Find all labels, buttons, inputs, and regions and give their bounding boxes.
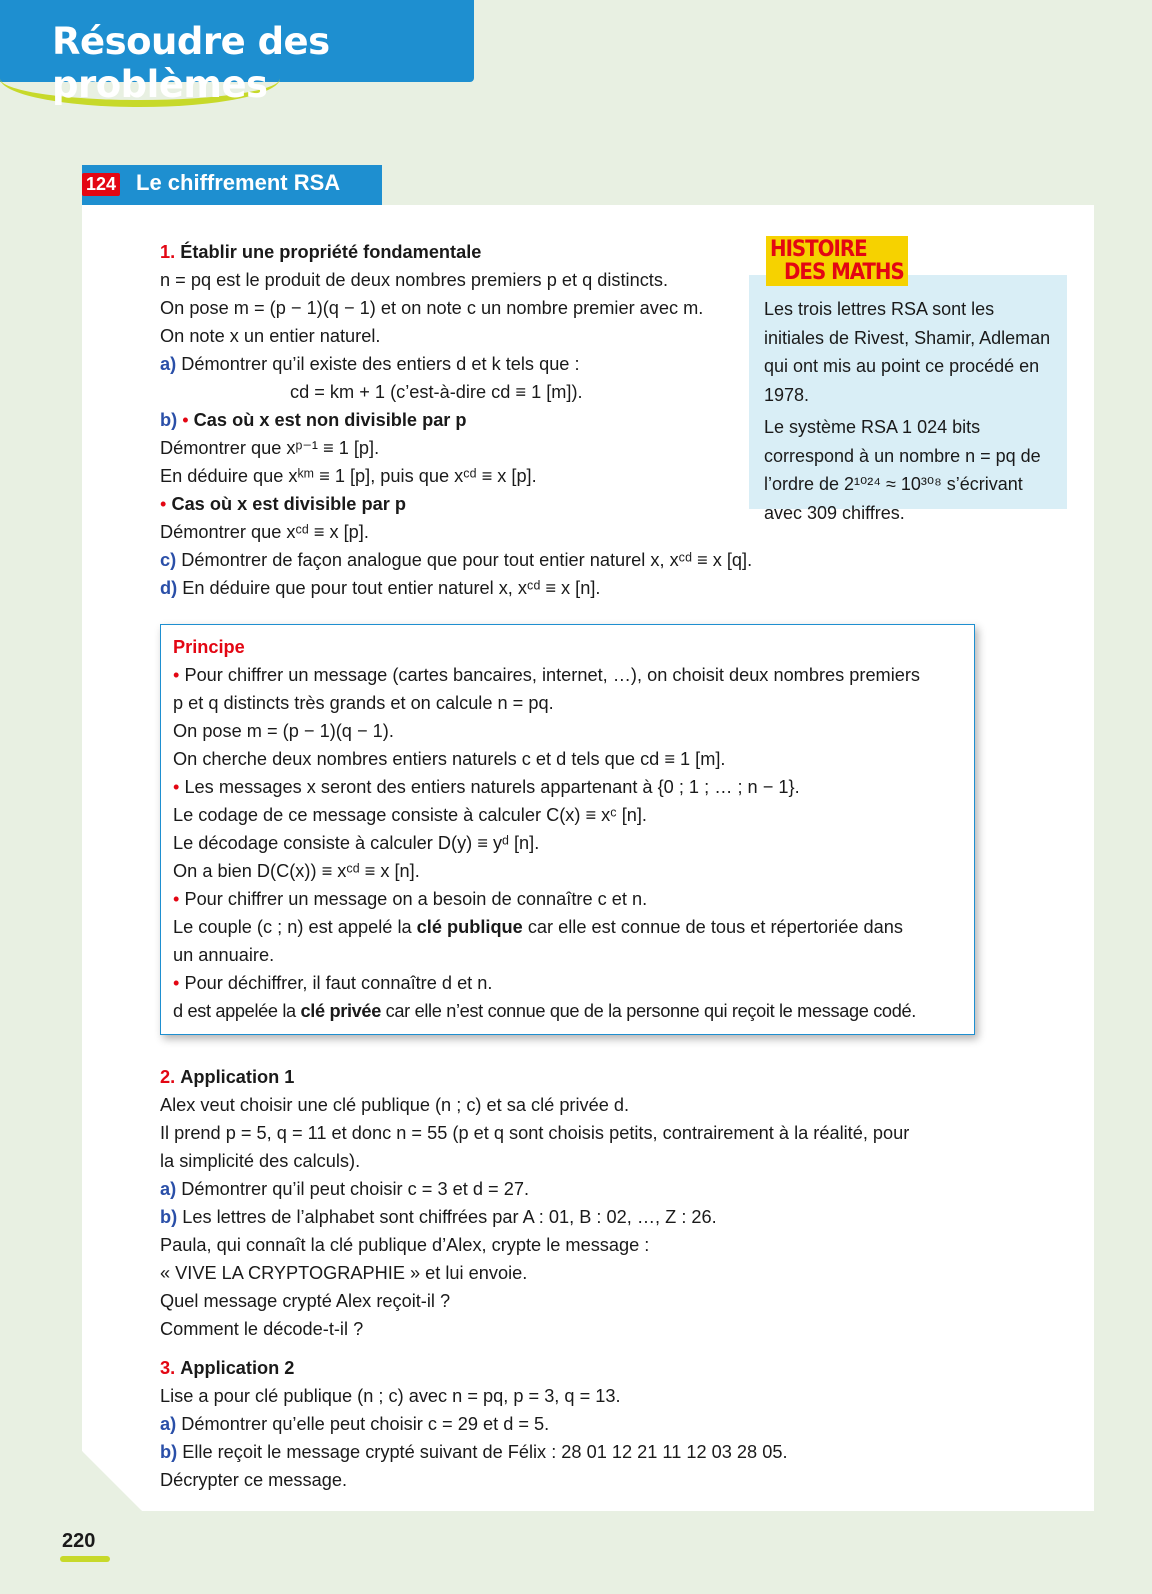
private-key-term: clé privée xyxy=(300,1001,381,1021)
question-text: Démontrer qu’elle peut choisir c = 29 et d = 5. xyxy=(181,1414,550,1434)
part-1-line: Démontrer que xᶜᵈ ≡ x [p]. xyxy=(160,522,369,542)
part-2-title: Application 1 xyxy=(180,1067,295,1087)
equation: cd = km + 1 (c’est-à-dire cd ≡ 1 [m]). xyxy=(290,382,583,402)
page-number-underline xyxy=(60,1556,110,1562)
principe-text: car elle est connue de tous et répertoriée dans xyxy=(522,917,903,937)
histoire-tag xyxy=(766,236,908,286)
part-3-line: Lise a pour clé publique (n ; c) avec n = pq, p = 3, q = 13. xyxy=(160,1386,621,1406)
principe-line: Pour chiffrer un message (cartes bancaires, internet, …), on choisit deux nombres premiers xyxy=(184,665,921,685)
part-2-line: Comment le décode-t-il ? xyxy=(160,1319,364,1339)
question-label: a) xyxy=(160,354,177,374)
parts-2-3 xyxy=(160,1063,1090,1494)
part-2-line: Paula, qui connaît la clé publique d’Alex, crypte le message : xyxy=(160,1235,650,1255)
principe-heading: Principe xyxy=(173,637,245,657)
principe-line: Pour déchiffrer, il faut connaître d et n. xyxy=(184,973,493,993)
exercise-header xyxy=(82,165,382,205)
principe-text: d est appelée la xyxy=(173,1001,301,1021)
question-text: Les lettres de l’alphabet sont chiffrées par A : 01, B : 02, …, Z : 26. xyxy=(182,1207,717,1227)
principe-text: Le couple (c ; n) est appelé la xyxy=(173,917,417,937)
part-1-line: En déduire que xᵏᵐ ≡ 1 [p], puis que xᶜᵈ ≡ x [p]. xyxy=(160,466,537,486)
page-number: 220 xyxy=(62,1530,96,1552)
histoire-box xyxy=(749,275,1067,523)
histoire-tag-line: DES MATHS xyxy=(784,260,904,285)
principe-line: p et q distincts très grands et on calcule n = pq. xyxy=(173,693,554,713)
question-text: Démontrer qu’il existe des entiers d et k tels que : xyxy=(181,354,580,374)
principe-line: Pour chiffrer un message on a besoin de connaître c et n. xyxy=(184,889,648,909)
principe-line: On pose m = (p − 1)(q − 1). xyxy=(173,721,394,741)
public-key-term: clé publique xyxy=(416,917,523,937)
part-2-line: « VIVE LA CRYPTOGRAPHIE » et lui envoie. xyxy=(160,1263,528,1283)
part-3-line: Décrypter ce message. xyxy=(160,1470,347,1490)
principe-line: un annuaire. xyxy=(173,945,275,965)
part-3-number: 3. xyxy=(160,1358,176,1378)
chapter-banner xyxy=(0,0,474,106)
principe-line: Le décodage consiste à calculer D(y) ≡ yᵈ [n]. xyxy=(173,833,540,853)
part-2-line: Alex veut choisir une clé publique (n ; c) et sa clé privée d. xyxy=(160,1095,630,1115)
question-label: b) xyxy=(160,1207,178,1227)
principe-text: car elle n’est connue que de la personne qui reçoit le message codé. xyxy=(380,1001,916,1021)
part-2-number: 2. xyxy=(160,1067,176,1087)
question-label: a) xyxy=(160,1179,177,1199)
question-label: a) xyxy=(160,1414,177,1434)
principe-box: Principe • Pour chiffrer un message (cartes bancaires, internet, …), on choisit deux nombres premiers p et q distincts très grands et on calcule n = pq. On pose m = (p − 1)(q − 1). On cherche deux nombres entiers naturels c et d tels que cd ≡ 1 [m]. • Les messages x seront des entiers naturels appartenant à {0 ; 1 ; … ; n − 1}. Le codage de ce message consiste à calculer C(x) ≡ xᶜ [n]. Le décodage consiste à calculer D(y) ≡ yᵈ [n]. On a bien D(C(x)) ≡ xᶜᵈ ≡ x [n]. • Pour chiffrer un message on a besoin de connaître c et n. Le couple (c ; n) est appelé la clé publique car elle est connue de tous et répertoriée dans un annuaire. • Pour déchiffrer, il faut connaître d et n. d est appelée la clé privée car elle n’est connue que de la personne qui reçoit le message codé. xyxy=(160,624,975,1035)
question-text: Elle reçoit le message crypté suivant de Félix : 28 01 12 21 11 12 03 28 05. xyxy=(182,1442,788,1462)
histoire-paragraph: Le système RSA 1 024 bits correspond à un nombre n = pq de l’ordre de 2¹⁰²⁴ ≈ 10³⁰⁸ s’écrivant avec 309 chiffres. xyxy=(764,417,1041,523)
principe-line: On cherche deux nombres entiers naturels c et d tels que cd ≡ 1 [m]. xyxy=(173,749,726,769)
part-1-line: On note x un entier naturel. xyxy=(160,326,381,346)
question-label: c) xyxy=(160,550,177,570)
part-1-line: Démontrer que xᵖ⁻¹ ≡ 1 [p]. xyxy=(160,438,380,458)
question-label: b) xyxy=(160,1442,178,1462)
part-2-line: la simplicité des calculs). xyxy=(160,1151,361,1171)
part-1-line: n = pq est le produit de deux nombres premiers p et q distincts. xyxy=(160,270,669,290)
principe-line: On a bien D(C(x)) ≡ xᶜᵈ ≡ x [n]. xyxy=(173,861,420,881)
exercise-number: 124 xyxy=(82,173,120,196)
case-heading: Cas où x est divisible par p xyxy=(171,494,406,514)
histoire-paragraph: Les trois lettres RSA sont les initiales de Rivest, Shamir, Adleman qui ont mis au point ce procédé en 1978. xyxy=(764,299,1051,405)
principe-line: Les messages x seront des entiers naturels appartenant à {0 ; 1 ; … ; n − 1}. xyxy=(184,777,800,797)
part-1-line: On pose m = (p − 1)(q − 1) et on note c un nombre premier avec m. xyxy=(160,298,704,318)
principe-line: Le codage de ce message consiste à calculer C(x) ≡ xᶜ [n]. xyxy=(173,805,647,825)
part-1-number: 1. xyxy=(160,242,176,262)
histoire-tag-line: HISTOIRE xyxy=(770,237,867,262)
part-2-line: Il prend p = 5, q = 11 et donc n = 55 (p et q sont choisis petits, contrairement à la réalité, pour xyxy=(160,1123,910,1143)
part-2-line: Quel message crypté Alex reçoit-il ? xyxy=(160,1291,451,1311)
question-label: b) xyxy=(160,410,178,430)
part-1-title: Établir une propriété fondamentale xyxy=(180,242,482,262)
chapter-title: Résoudre des problèmes xyxy=(52,20,330,106)
part-3-title: Application 2 xyxy=(180,1358,295,1378)
question-text: En déduire que pour tout entier naturel x, xᶜᵈ ≡ x [n]. xyxy=(182,578,601,598)
question-label: d) xyxy=(160,578,178,598)
exercise-title: Le chiffrement RSA xyxy=(136,170,341,195)
question-text: Démontrer qu’il peut choisir c = 3 et d = 27. xyxy=(181,1179,529,1199)
question-text: Démontrer de façon analogue que pour tout entier naturel x, xᶜᵈ ≡ x [q]. xyxy=(181,550,753,570)
part-1: 1. Établir une propriété fondamentale n = pq est le produit de deux nombres premiers p et q distincts. On pose m = (p − 1)(q − 1) et on note c un nombre premier avec m. On note x un entier naturel. a) Démontrer qu’il existe des entiers d et k tels que : cd = km + 1 (c’est-à-dire cd ≡ 1 [m]). b) • Cas où x est non divisible par p Démontrer que xᵖ⁻¹ ≡ 1 [p]. En déduire que xᵏᵐ ≡ 1 [p], puis que xᶜᵈ ≡ x [p]. • Cas où x est divisible par p Démontrer que xᶜᵈ ≡ x [p]. c) Démontrer de façon analogue que pour tout entier naturel x, xᶜᵈ ≡ x [q]. d) En déduire que pour tout entier naturel x, xᶜᵈ ≡ x [n]. xyxy=(160,238,1090,602)
case-heading: Cas où x est non divisible par p xyxy=(193,410,467,430)
